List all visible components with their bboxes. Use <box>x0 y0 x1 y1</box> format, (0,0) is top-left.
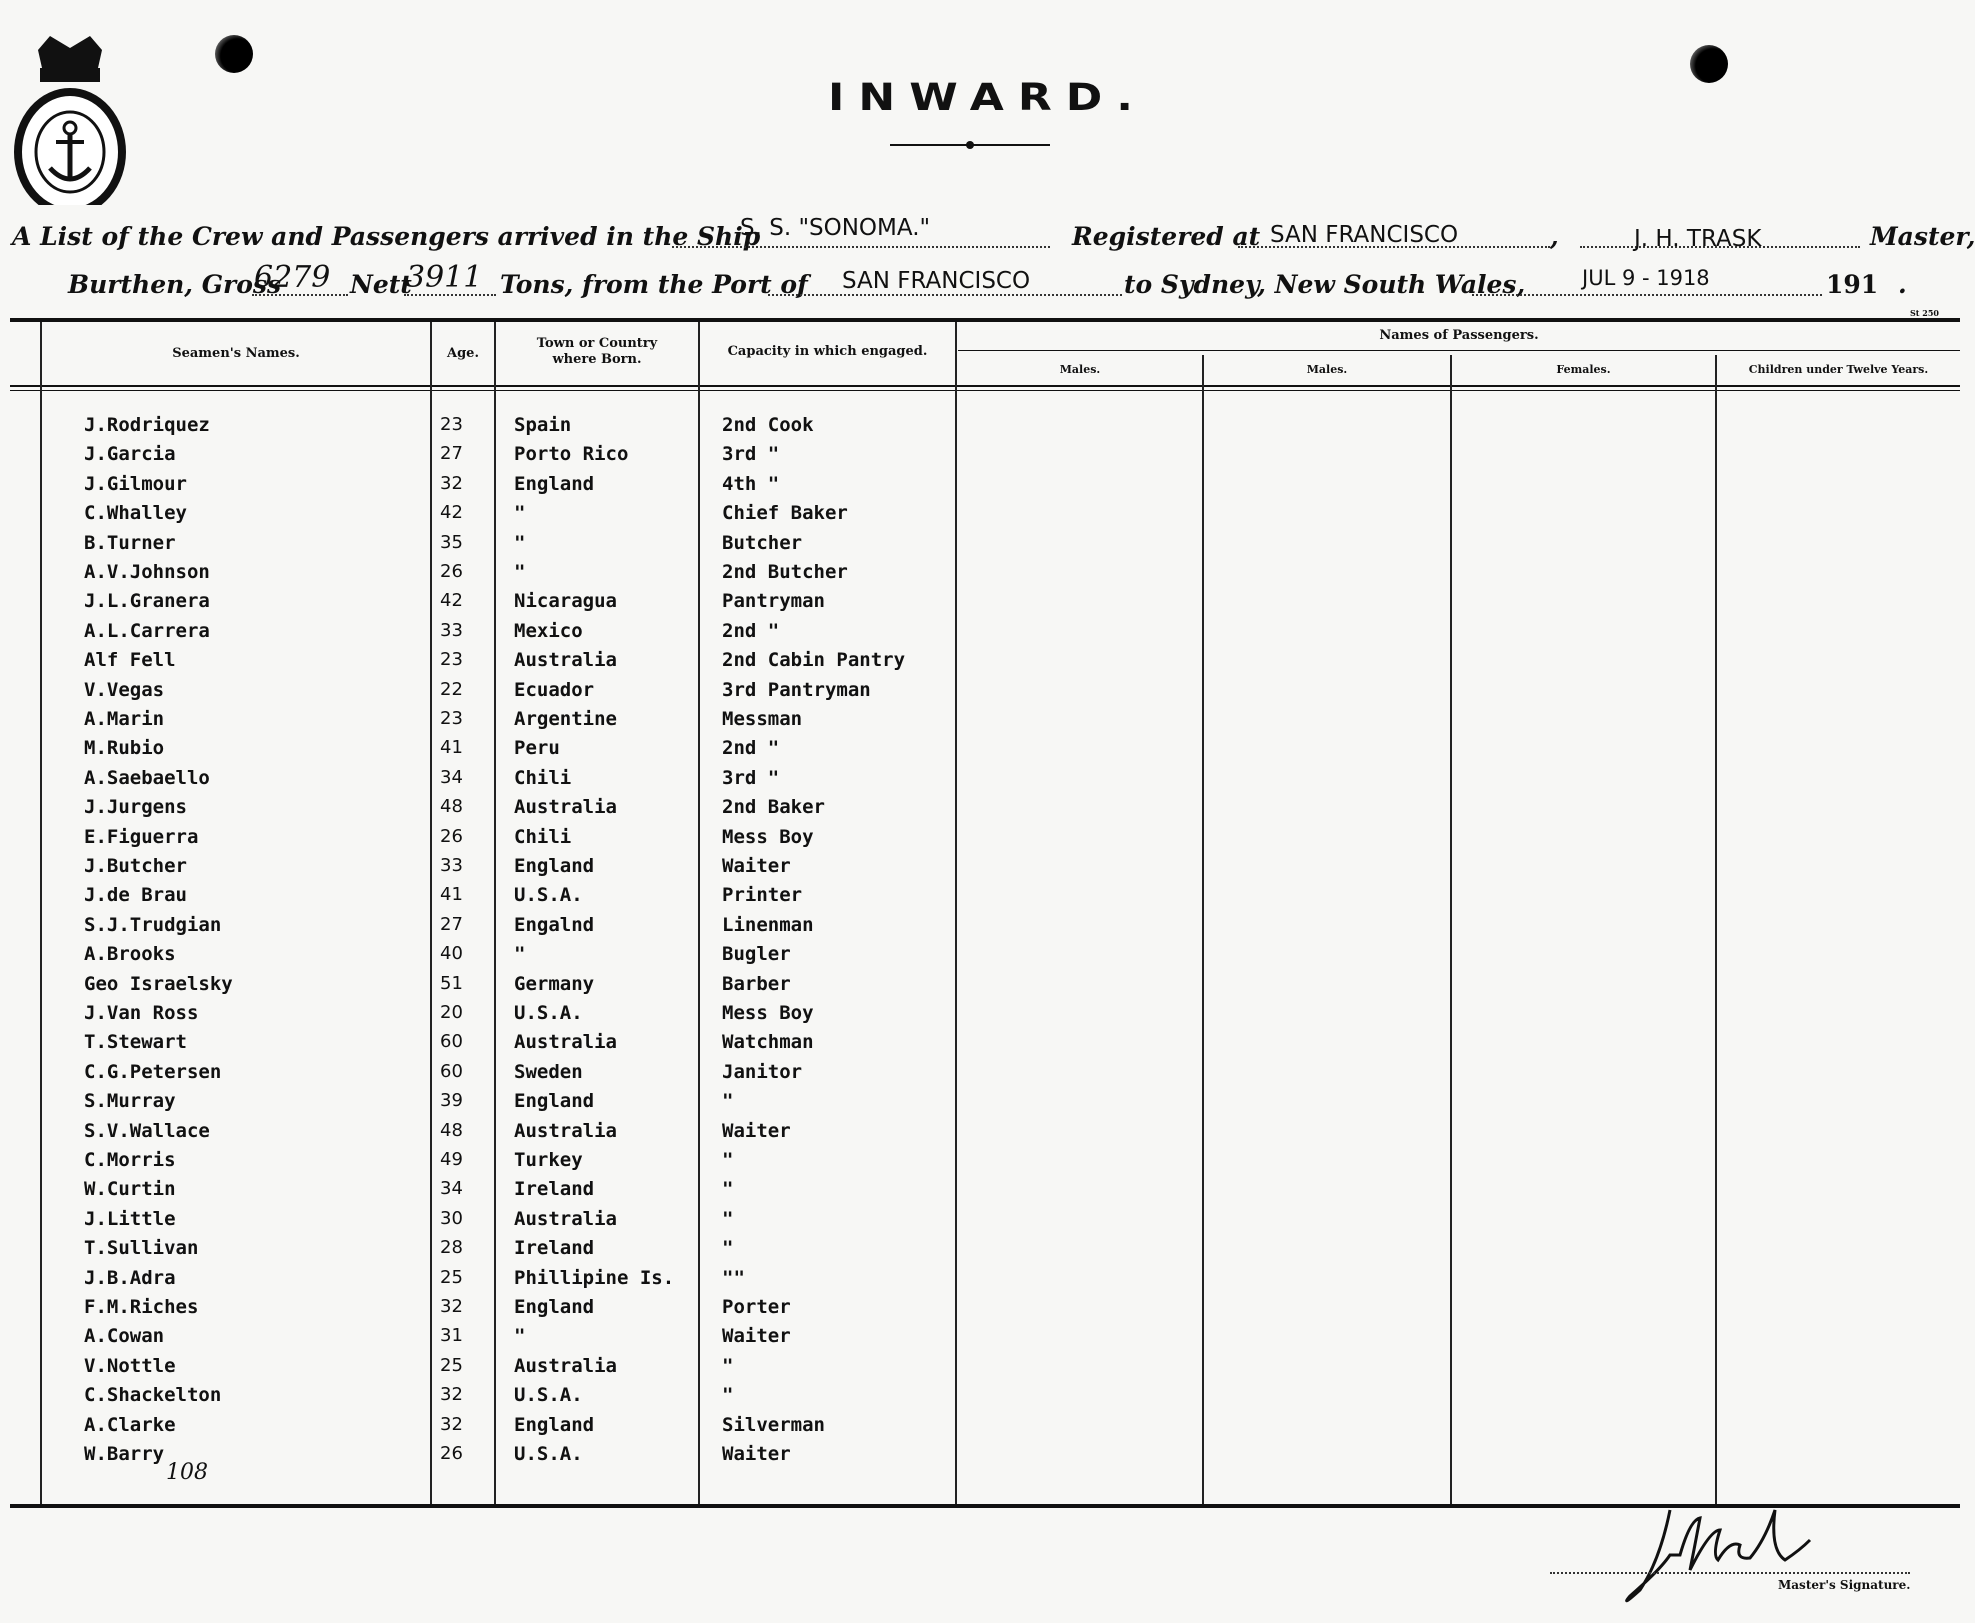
crew-born: Australia <box>514 1031 617 1053</box>
crew-capacity: Mess Boy <box>722 1002 814 1024</box>
header-line1-prefix: A List of the Crew and Passengers arrived in the Ship <box>12 222 761 251</box>
ship-name: S. S. "SONOMA." <box>740 215 931 241</box>
crew-born: " <box>514 943 526 965</box>
ship-name-dots <box>672 246 1050 248</box>
col-header-born-2: where Born. <box>552 352 642 367</box>
crew-age: 49 <box>440 1149 463 1170</box>
crew-born: Sweden <box>514 1061 583 1083</box>
crew-age: 60 <box>440 1061 463 1082</box>
nett-label: Nett <box>350 270 412 299</box>
crew-name: J.Gilmour <box>84 473 187 495</box>
crew-name: T.Stewart <box>84 1031 187 1053</box>
crew-born: Porto Rico <box>514 443 629 465</box>
title-ornament <box>890 140 1050 150</box>
crew-name: A.Clarke <box>84 1414 176 1436</box>
crew-name: W.Curtin <box>84 1178 176 1200</box>
crew-born: " <box>514 1325 526 1347</box>
col-header-born-1: Town or Country <box>536 336 658 351</box>
crew-name: J.Van Ross <box>84 1002 199 1024</box>
crew-born: Argentine <box>514 708 617 730</box>
master-name: J. H. TRASK <box>1634 226 1762 252</box>
crew-capacity: Chief Baker <box>722 502 848 524</box>
crew-capacity: Watchman <box>722 1031 814 1053</box>
crew-name: V.Vegas <box>84 679 165 701</box>
col-divider-children <box>1715 355 1717 1504</box>
crew-born: England <box>514 1414 595 1436</box>
crew-capacity: Pantryman <box>722 590 825 612</box>
comma: , <box>1550 222 1559 251</box>
crew-age: 34 <box>440 767 463 788</box>
crew-born: U.S.A. <box>514 1443 583 1465</box>
crew-born: Nicaragua <box>514 590 617 612</box>
crew-born: Chili <box>514 767 572 789</box>
crew-name: C.Whalley <box>84 502 187 524</box>
crew-name: S.Murray <box>84 1090 176 1112</box>
crew-capacity: 2nd Baker <box>722 796 825 818</box>
col-divider-passengers <box>955 322 957 1504</box>
crew-capacity: 4th " <box>722 473 780 495</box>
crew-name: M.Rubio <box>84 737 165 759</box>
from-port: SAN FRANCISCO <box>842 268 1031 294</box>
col-header-capacity: Capacity in which engaged. <box>727 344 928 359</box>
master-label: Master, <box>1870 222 1975 251</box>
crew-born: Ireland <box>514 1237 595 1259</box>
crew-born: Phillipine Is. <box>514 1267 675 1289</box>
crew-age: 23 <box>440 649 463 670</box>
col-header-names: Seamen's Names. <box>172 346 300 361</box>
crew-born: Ireland <box>514 1178 595 1200</box>
crew-capacity: " <box>722 1090 734 1112</box>
crew-capacity: " <box>722 1237 734 1259</box>
crew-age: 27 <box>440 914 463 935</box>
crew-age: 51 <box>440 973 463 994</box>
crew-capacity: " <box>722 1208 734 1230</box>
crew-capacity: Linenman <box>722 914 814 936</box>
from-port-dots <box>768 294 1122 296</box>
crew-born: Peru <box>514 737 560 759</box>
crew-capacity: "" <box>722 1267 745 1289</box>
form-number: St 250 <box>1910 308 1939 318</box>
crew-age: 32 <box>440 473 463 494</box>
crew-age: 41 <box>440 884 463 905</box>
crew-born: U.S.A. <box>514 1002 583 1024</box>
crew-born: Mexico <box>514 620 583 642</box>
col-divider-capacity <box>698 322 700 1504</box>
crew-born: U.S.A. <box>514 1384 583 1406</box>
crew-capacity: Waiter <box>722 1443 791 1465</box>
crew-age: 48 <box>440 796 463 817</box>
crew-born: " <box>514 532 526 554</box>
date-dots <box>1472 294 1822 296</box>
crew-name: Geo Israelsky <box>84 973 233 995</box>
crew-name: J.de Brau <box>84 884 187 906</box>
crew-born: England <box>514 855 595 877</box>
crew-capacity: 2nd " <box>722 620 780 642</box>
passenger-subheader-rule <box>958 350 1960 351</box>
crew-age: 60 <box>440 1031 463 1052</box>
crew-capacity: " <box>722 1178 734 1200</box>
crew-capacity: " <box>722 1355 734 1377</box>
crew-born: Australia <box>514 1120 617 1142</box>
crew-capacity: Barber <box>722 973 791 995</box>
col-divider-names-left <box>40 322 42 1504</box>
crew-capacity: Porter <box>722 1296 791 1318</box>
crew-age: 48 <box>440 1120 463 1141</box>
crew-name: S.J.Trudgian <box>84 914 222 936</box>
crew-capacity: Waiter <box>722 1325 791 1347</box>
crew-name: A.Cowan <box>84 1325 165 1347</box>
crew-age: 39 <box>440 1090 463 1111</box>
date-stamp: JUL 9 - 1918 <box>1582 266 1710 290</box>
crew-born: England <box>514 473 595 495</box>
crew-capacity: 2nd " <box>722 737 780 759</box>
crew-name: A.V.Johnson <box>84 561 210 583</box>
crew-name: C.Morris <box>84 1149 176 1171</box>
crew-age: 31 <box>440 1325 463 1346</box>
crew-age: 30 <box>440 1208 463 1229</box>
crew-born: Australia <box>514 649 617 671</box>
col-divider-females <box>1450 355 1452 1504</box>
crew-capacity: Silverman <box>722 1414 825 1436</box>
crew-age: 22 <box>440 679 463 700</box>
crew-born: " <box>514 502 526 524</box>
crew-age: 42 <box>440 590 463 611</box>
crew-age: 26 <box>440 826 463 847</box>
crew-name: J.Rodriquez <box>84 414 210 436</box>
crew-born: England <box>514 1090 595 1112</box>
crew-capacity: " <box>722 1149 734 1171</box>
crew-name: V.Nottle <box>84 1355 176 1377</box>
crew-name: Alf Fell <box>84 649 176 671</box>
crew-capacity: 2nd Cabin Pantry <box>722 649 906 671</box>
crew-age: 34 <box>440 1178 463 1199</box>
column-header-rule <box>10 385 1960 387</box>
crew-age: 27 <box>440 443 463 464</box>
crew-name: J.B.Adra <box>84 1267 176 1289</box>
crew-born: Australia <box>514 1208 617 1230</box>
crew-age: 25 <box>440 1267 463 1288</box>
crew-age: 23 <box>440 708 463 729</box>
nett-tons: 3911 <box>406 260 483 295</box>
tons-label: Tons, from the Port of <box>500 270 808 299</box>
crew-capacity: 2nd Butcher <box>722 561 848 583</box>
crew-capacity: 3rd " <box>722 767 780 789</box>
signature-label: Master's Signature. <box>1778 1578 1911 1592</box>
col-header-children: Children under Twelve Years. <box>1748 363 1929 376</box>
col-header-males-2: Males. <box>1306 363 1348 376</box>
punch-hole-left <box>215 35 253 73</box>
col-header-males-1: Males. <box>1059 363 1101 376</box>
column-header-rule-2 <box>10 390 1960 391</box>
crew-born: Spain <box>514 414 572 436</box>
crew-age: 26 <box>440 561 463 582</box>
crew-capacity: Janitor <box>722 1061 803 1083</box>
crew-name: A.Marin <box>84 708 165 730</box>
crew-born: Turkey <box>514 1149 583 1171</box>
crew-age: 26 <box>440 1443 463 1464</box>
crew-born: Germany <box>514 973 595 995</box>
count-note: 108 <box>166 1460 208 1485</box>
crew-name: A.Saebaello <box>84 767 210 789</box>
crew-name: J.Little <box>84 1208 176 1230</box>
crew-born: " <box>514 561 526 583</box>
col-divider-age <box>430 322 432 1504</box>
col-divider-males2 <box>1202 355 1204 1504</box>
registered-label: Registered at <box>1072 222 1261 251</box>
crew-name: J.Butcher <box>84 855 187 877</box>
crew-age: 35 <box>440 532 463 553</box>
col-header-passengers: Names of Passengers. <box>1379 328 1539 343</box>
crew-name: J.Garcia <box>84 443 176 465</box>
crew-age: 25 <box>440 1355 463 1376</box>
crew-age: 20 <box>440 1002 463 1023</box>
crew-age: 32 <box>440 1384 463 1405</box>
crew-name: F.M.Riches <box>84 1296 199 1318</box>
crew-capacity: " <box>722 1384 734 1406</box>
crew-age: 33 <box>440 855 463 876</box>
crew-capacity: Butcher <box>722 532 803 554</box>
crew-born: Chili <box>514 826 572 848</box>
crew-born: England <box>514 1296 595 1318</box>
crew-name: W.Barry <box>84 1443 165 1465</box>
crew-capacity: 2nd Cook <box>722 414 814 436</box>
crew-capacity: Waiter <box>722 1120 791 1142</box>
crew-age: 32 <box>440 1296 463 1317</box>
crew-capacity: Mess Boy <box>722 826 814 848</box>
crew-age: 40 <box>440 943 463 964</box>
crew-name: T.Sullivan <box>84 1237 199 1259</box>
year-label: 191 <box>1826 270 1879 299</box>
crew-name: B.Turner <box>84 532 176 554</box>
crew-capacity: 3rd Pantryman <box>722 679 871 701</box>
crew-capacity: 3rd " <box>722 443 780 465</box>
crew-age: 28 <box>440 1237 463 1258</box>
burthen-label: Burthen, Gross <box>68 270 282 299</box>
registered-port: SAN FRANCISCO <box>1270 222 1459 248</box>
crew-born: U.S.A. <box>514 884 583 906</box>
crew-age: 32 <box>440 1414 463 1435</box>
crew-born: Australia <box>514 796 617 818</box>
crew-born: Ecuador <box>514 679 595 701</box>
crew-born: Engalnd <box>514 914 595 936</box>
crew-age: 41 <box>440 737 463 758</box>
period: . <box>1898 270 1907 299</box>
crew-name: C.Shackelton <box>84 1384 222 1406</box>
col-header-females: Females. <box>1556 363 1611 376</box>
crew-capacity: Waiter <box>722 855 791 877</box>
crew-capacity: Messman <box>722 708 803 730</box>
crew-age: 42 <box>440 502 463 523</box>
col-header-age: Age. <box>447 346 479 361</box>
master-signature-icon <box>1600 1500 1900 1610</box>
crew-name: J.L.Granera <box>84 590 210 612</box>
col-divider-born <box>494 322 496 1504</box>
crew-born: Australia <box>514 1355 617 1377</box>
table-top-rule <box>10 318 1960 322</box>
crew-name: J.Jurgens <box>84 796 187 818</box>
to-sydney-label: to Sydney, New South Wales, <box>1124 270 1526 299</box>
crew-capacity: Bugler <box>722 943 791 965</box>
gross-tons: 6279 <box>254 260 331 295</box>
crew-name: C.G.Petersen <box>84 1061 222 1083</box>
signature-line <box>1550 1572 1910 1574</box>
crew-capacity: Printer <box>722 884 803 906</box>
crew-age: 33 <box>440 620 463 641</box>
crew-name: A.Brooks <box>84 943 176 965</box>
crew-name: S.V.Wallace <box>84 1120 210 1142</box>
crew-name: E.Figuerra <box>84 826 199 848</box>
crew-name: A.L.Carrera <box>84 620 210 642</box>
page-title: INWARD. <box>828 75 1147 120</box>
crew-age: 23 <box>440 414 463 435</box>
